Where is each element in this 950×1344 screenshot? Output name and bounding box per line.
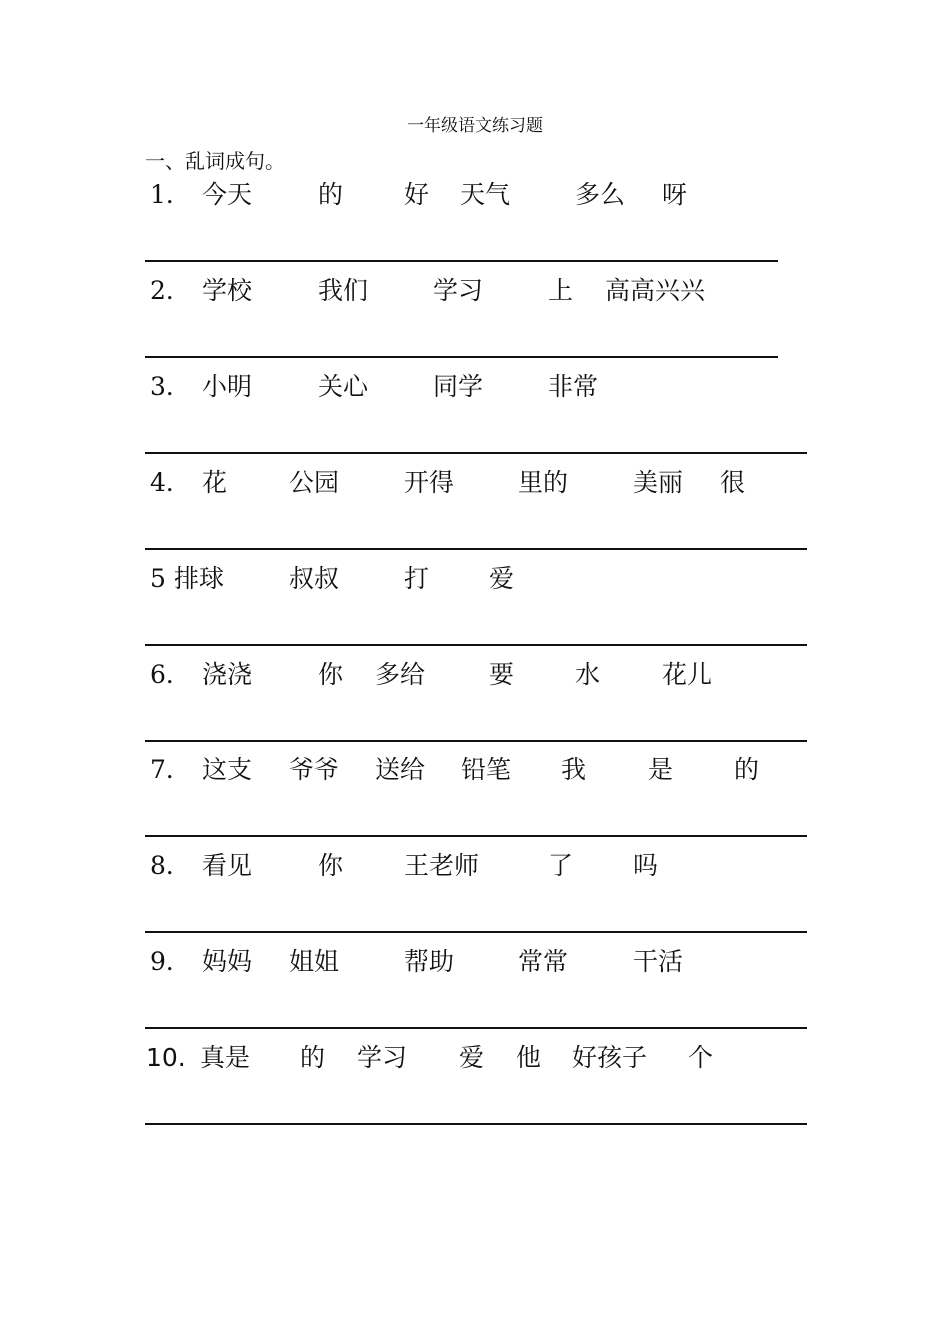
answer-line[interactable] bbox=[145, 260, 778, 262]
scrambled-word: 打 bbox=[404, 564, 430, 593]
scrambled-word: 要 bbox=[489, 660, 515, 689]
scrambled-word: 很 bbox=[720, 468, 746, 497]
scrambled-word: 开得 bbox=[404, 468, 455, 497]
answer-line[interactable] bbox=[145, 1123, 807, 1125]
question-6 bbox=[148, 658, 848, 692]
question-2 bbox=[148, 274, 848, 308]
scrambled-word: 排球 bbox=[174, 564, 225, 593]
scrambled-word: 学习 bbox=[433, 276, 484, 305]
question-number: 1． bbox=[150, 180, 191, 209]
question-7 bbox=[148, 753, 848, 787]
scrambled-word: 的 bbox=[300, 1043, 326, 1072]
answer-line[interactable] bbox=[145, 644, 807, 646]
scrambled-word: 水 bbox=[575, 660, 601, 689]
scrambled-word: 他 bbox=[516, 1043, 542, 1072]
scrambled-word: 上 bbox=[548, 276, 574, 305]
section-heading: 一、乱词成句。 bbox=[145, 149, 285, 173]
scrambled-word: 呀 bbox=[662, 180, 688, 209]
scrambled-word: 干活 bbox=[633, 947, 684, 976]
scrambled-word: 王老师 bbox=[404, 851, 480, 880]
scrambled-word: 学习 bbox=[357, 1043, 408, 1072]
question-3 bbox=[148, 370, 848, 404]
scrambled-word: 姐姐 bbox=[289, 947, 340, 976]
answer-line[interactable] bbox=[145, 548, 807, 550]
question-number: 10. bbox=[146, 1043, 186, 1072]
scrambled-word: 美丽 bbox=[633, 468, 684, 497]
scrambled-word: 高高兴兴 bbox=[605, 276, 706, 305]
answer-line[interactable] bbox=[145, 740, 807, 742]
scrambled-word: 妈妈 bbox=[202, 947, 253, 976]
scrambled-word: 的 bbox=[318, 180, 344, 209]
answer-line[interactable] bbox=[145, 356, 778, 358]
question-number: 7． bbox=[150, 755, 191, 784]
scrambled-word: 常常 bbox=[518, 947, 569, 976]
scrambled-word: 吗 bbox=[633, 851, 659, 880]
scrambled-word: 天气 bbox=[460, 180, 511, 209]
scrambled-word: 公园 bbox=[289, 468, 340, 497]
scrambled-word: 学校 bbox=[202, 276, 253, 305]
question-number: 8． bbox=[150, 851, 191, 880]
scrambled-word: 今天 bbox=[202, 180, 253, 209]
scrambled-word: 的 bbox=[734, 755, 760, 784]
answer-line[interactable] bbox=[145, 931, 807, 933]
scrambled-word: 帮助 bbox=[404, 947, 455, 976]
answer-line[interactable] bbox=[145, 1027, 807, 1029]
scrambled-word: 这支 bbox=[202, 755, 253, 784]
scrambled-word: 你 bbox=[318, 851, 344, 880]
question-number: 9． bbox=[150, 947, 191, 976]
scrambled-word: 同学 bbox=[433, 372, 484, 401]
scrambled-word: 爷爷 bbox=[289, 755, 340, 784]
answer-line[interactable] bbox=[145, 835, 807, 837]
scrambled-word: 个 bbox=[688, 1043, 714, 1072]
scrambled-word: 花儿 bbox=[662, 660, 713, 689]
scrambled-word: 送给 bbox=[375, 755, 426, 784]
scrambled-word: 爱 bbox=[459, 1043, 485, 1072]
question-4 bbox=[148, 466, 848, 500]
question-1 bbox=[148, 178, 848, 212]
scrambled-word: 了 bbox=[548, 851, 574, 880]
scrambled-word: 里的 bbox=[518, 468, 569, 497]
scrambled-word: 铅笔 bbox=[461, 755, 512, 784]
question-8 bbox=[148, 849, 848, 883]
question-number: 6． bbox=[150, 660, 191, 689]
scrambled-word: 多给 bbox=[375, 660, 426, 689]
question-9 bbox=[148, 945, 848, 979]
question-10 bbox=[148, 1041, 848, 1075]
scrambled-word: 你 bbox=[318, 660, 344, 689]
scrambled-word: 关心 bbox=[318, 372, 369, 401]
scrambled-word: 看见 bbox=[202, 851, 253, 880]
scrambled-word: 我们 bbox=[318, 276, 369, 305]
question-number: 4． bbox=[150, 468, 191, 497]
scrambled-word: 非常 bbox=[548, 372, 599, 401]
page-title: 一年级语文练习题 bbox=[407, 116, 543, 136]
scrambled-word: 浇浇 bbox=[202, 660, 253, 689]
scrambled-word: 我 bbox=[561, 755, 587, 784]
question-number: 5 bbox=[150, 564, 166, 593]
scrambled-word: 花 bbox=[202, 468, 228, 497]
question-number: 3． bbox=[150, 372, 191, 401]
scrambled-word: 好孩子 bbox=[572, 1043, 648, 1072]
question-5 bbox=[148, 562, 848, 596]
scrambled-word: 小明 bbox=[202, 372, 253, 401]
scrambled-word: 真是 bbox=[200, 1043, 251, 1072]
answer-line[interactable] bbox=[145, 452, 807, 454]
scrambled-word: 好 bbox=[404, 180, 430, 209]
scrambled-word: 爱 bbox=[489, 564, 515, 593]
scrambled-word: 多么 bbox=[575, 180, 626, 209]
scrambled-word: 叔叔 bbox=[289, 564, 340, 593]
question-number: 2． bbox=[150, 276, 191, 305]
scrambled-word: 是 bbox=[648, 755, 674, 784]
